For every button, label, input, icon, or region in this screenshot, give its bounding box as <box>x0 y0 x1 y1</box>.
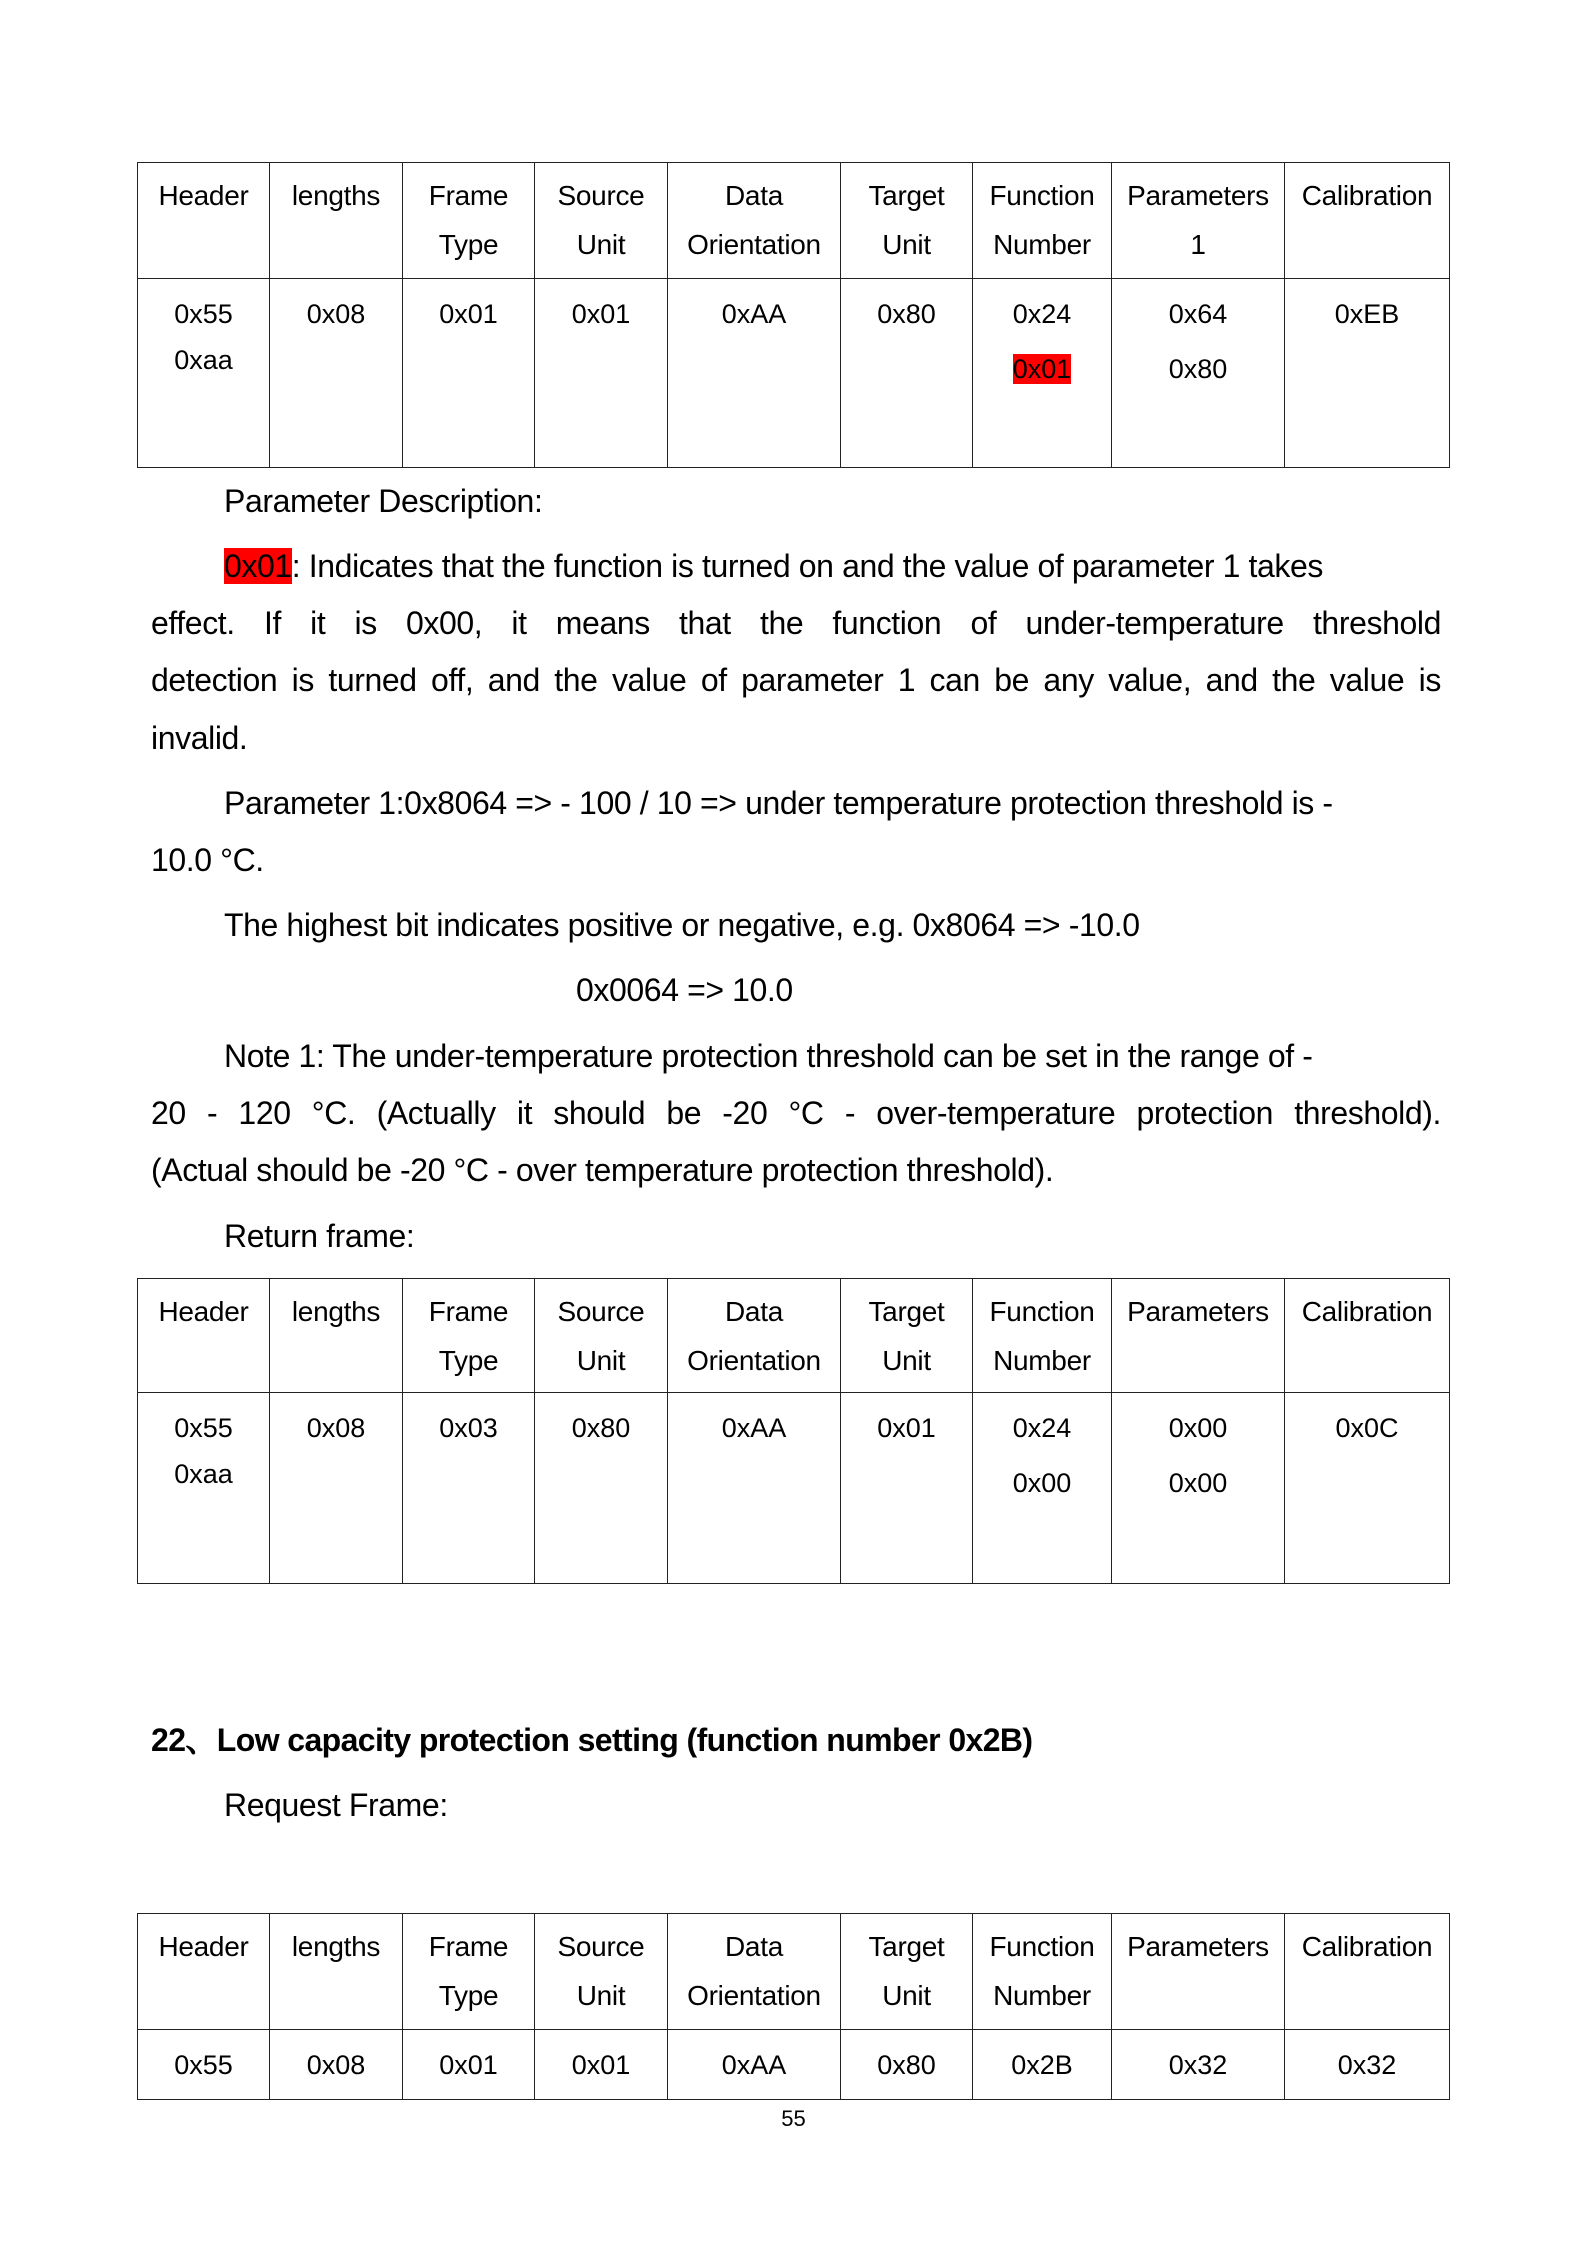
col-source-unit: Source Unit <box>535 1914 668 2030</box>
paragraph-0x01-line3: detection is turned off, and the value of parameter 1 can be any value, and the value is <box>151 662 1441 698</box>
table-row <box>138 2030 1450 2100</box>
cell-calibration: 0x32 <box>1285 2030 1450 2100</box>
cell-header: 0x55 <box>138 2030 270 2100</box>
cell-data-orientation: 0xAA <box>668 1393 841 1584</box>
highlighted-value: 0x01 <box>224 548 292 584</box>
col-target-unit: Target Unit <box>841 1279 973 1393</box>
col-header: Header <box>138 1914 270 2030</box>
paragraph-0x01-line2: effect. If it is 0x00, it means that the function of under-temperature threshold <box>151 605 1441 641</box>
col-source-unit: Source Unit <box>535 163 668 279</box>
cell-frame-type: 0x01 <box>403 2030 535 2100</box>
col-header: Header <box>138 163 270 279</box>
paragraph-0x01-line1: 0x01: Indicates that the function is turned on and the value of parameter 1 takes <box>224 548 1323 584</box>
note1-line3: (Actual should be -20 °C - over temperature protection threshold). <box>151 1152 1054 1188</box>
paragraph-0x01-line4: invalid. <box>151 720 248 756</box>
cell-lengths: 0x08 <box>270 2030 403 2100</box>
col-function-number: Function Number <box>973 163 1112 279</box>
cell-calibration: 0x0C <box>1285 1393 1450 1584</box>
cell-header: 0x55 0xaa <box>138 279 270 468</box>
cell-target-unit: 0x80 <box>841 2030 973 2100</box>
return-frame-table <box>137 1278 1450 1584</box>
positive-example-line: 0x0064 => 10.0 <box>576 972 793 1008</box>
request-frame-label: Request Frame: <box>224 1787 448 1823</box>
col-frame-type: Frame Type <box>403 163 535 279</box>
cell-function-number: 0x24 0x00 <box>973 1393 1112 1584</box>
cell-parameters: 0x32 <box>1112 2030 1285 2100</box>
request-frame-table-low-capacity <box>137 1913 1450 2100</box>
col-frame-type: Frame Type <box>403 1914 535 2030</box>
section-heading-22: 22、Low capacity protection setting (function number 0x2B) <box>151 1722 1033 1758</box>
table-header-row <box>138 1914 1450 2030</box>
parameter1-line2: 10.0 °C. <box>151 842 264 878</box>
cell-target-unit: 0x80 <box>841 279 973 468</box>
cell-function-number: 0x24 0x01 <box>973 279 1112 468</box>
col-source-unit: Source Unit <box>535 1279 668 1393</box>
col-function-number: Function Number <box>973 1914 1112 2030</box>
col-parameters: Parameters 1 <box>1112 163 1285 279</box>
cell-lengths: 0x08 <box>270 279 403 468</box>
cell-data-orientation: 0xAA <box>668 279 841 468</box>
col-function-number: Function Number <box>973 1279 1112 1393</box>
highest-bit-line: The highest bit indicates positive or negative, e.g. 0x8064 => -10.0 <box>224 907 1140 943</box>
cell-parameters: 0x64 0x80 <box>1112 279 1285 468</box>
col-calibration: Calibration <box>1285 1279 1450 1393</box>
cell-target-unit: 0x01 <box>841 1393 973 1584</box>
cell-parameters: 0x00 0x00 <box>1112 1393 1285 1584</box>
col-target-unit: Target Unit <box>841 163 973 279</box>
note1-line2: 20 - 120 °C. (Actually it should be -20 °C - over-temperature protection threshold). <box>151 1095 1441 1131</box>
parameter-description-label: Parameter Description: <box>224 483 543 519</box>
col-target-unit: Target Unit <box>841 1914 973 2030</box>
cell-calibration: 0xEB <box>1285 279 1450 468</box>
cell-source-unit: 0x80 <box>535 1393 668 1584</box>
table-header-row <box>138 163 1450 279</box>
parameter1-line1: Parameter 1:0x8064 => - 100 / 10 => under temperature protection threshold is - <box>224 785 1333 821</box>
cell-source-unit: 0x01 <box>535 279 668 468</box>
col-frame-type: Frame Type <box>403 1279 535 1393</box>
col-lengths: lengths <box>270 1914 403 2030</box>
table-row <box>138 1393 1450 1584</box>
cell-frame-type: 0x03 <box>403 1393 535 1584</box>
note1-line1: Note 1: The under-temperature protection threshold can be set in the range of - <box>224 1038 1313 1074</box>
table-header-row <box>138 1279 1450 1393</box>
request-frame-table-under-temp <box>137 162 1450 468</box>
col-parameters: Parameters <box>1112 1279 1285 1393</box>
cell-function-number: 0x2B <box>973 2030 1112 2100</box>
cell-frame-type: 0x01 <box>403 279 535 468</box>
col-calibration: Calibration <box>1285 1914 1450 2030</box>
col-data-orientation: Data Orientation <box>668 1279 841 1393</box>
cell-data-orientation: 0xAA <box>668 2030 841 2100</box>
col-lengths: lengths <box>270 163 403 279</box>
cell-source-unit: 0x01 <box>535 2030 668 2100</box>
col-data-orientation: Data Orientation <box>668 1914 841 2030</box>
col-lengths: lengths <box>270 1279 403 1393</box>
return-frame-label: Return frame: <box>224 1218 415 1254</box>
col-data-orientation: Data Orientation <box>668 163 841 279</box>
table-row <box>138 279 1450 468</box>
col-header: Header <box>138 1279 270 1393</box>
page-number: 55 <box>781 2106 806 2131</box>
cell-lengths: 0x08 <box>270 1393 403 1584</box>
cell-header: 0x55 0xaa <box>138 1393 270 1584</box>
highlighted-value: 0x01 <box>1012 354 1072 384</box>
col-parameters: Parameters <box>1112 1914 1285 2030</box>
col-calibration: Calibration <box>1285 163 1450 279</box>
